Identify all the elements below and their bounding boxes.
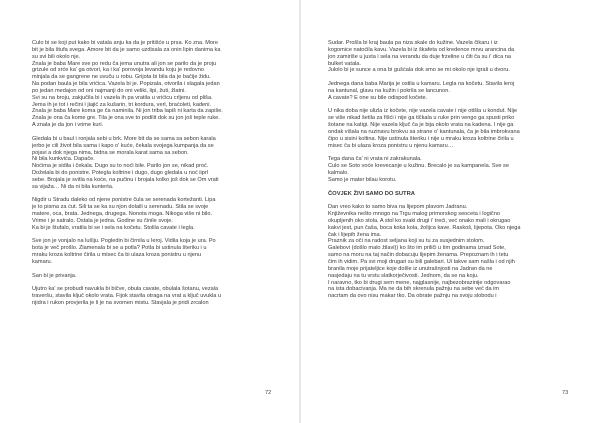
text-line: nasjedaju na tu vrstu slatkorječivosti. Jednom, da se na koju. xyxy=(328,272,479,279)
text-line: I naravno, tko bi drugi sem mene, najglasnije, najbezobrazinije odgovarao xyxy=(328,279,511,286)
text-line: Jema ih je tot i rečini i jiajić za kušarin, tri kordura, verl, braćoleti, kadeni. xyxy=(32,101,212,108)
text-line: se više nikad šetila za fišći i nije ga tičkala u ruke prin vengo ga spusti priko xyxy=(328,115,515,122)
text-line: Noćima je sidila i čekala. Dugo su to noći bile. Parilo jon se, nikad proć. xyxy=(32,163,209,170)
text-line: A cavate? E one su bile odispod kočete. xyxy=(328,94,428,101)
text-line: na kantunal, glavu na kužin i pokrila se lancunon. xyxy=(328,87,450,94)
text-line: Vrime i je satralo. Ostala je jedna. Godine su činile svoje. xyxy=(32,217,173,224)
left-paragraph-5 xyxy=(32,273,273,280)
text-line: bit je bila štufa svega. Amore bit da je samo uzdisala za onin lipin danima ka xyxy=(32,46,221,53)
text-line: kalmalo. xyxy=(328,170,349,177)
page-number-left: 72 xyxy=(265,390,272,396)
text-line: pojavi a dok njega nima, bidna se morala karat sama sa sebon. xyxy=(32,149,189,156)
text-line: Gledala bi u baul i ronjala sebi u brk. More bit da se sama sa sebon karala xyxy=(32,135,216,142)
right-paragraph-1 xyxy=(328,40,572,74)
text-line: Jednega dana baba Marija je ostila u kamaru. Legla na kočetu. Stavila leroj xyxy=(328,81,515,88)
section-title: ČOVJEK ŽIVI SAMO DO SUTRA xyxy=(328,190,415,197)
left-paragraph-6 xyxy=(32,286,273,307)
text-line: samo na moru na taj način dobacuju lijepim ženama. Prepoznam ih i tetu xyxy=(328,252,509,259)
text-line: Tega dana ča' ni vrata ni zakrakunala. xyxy=(328,156,422,163)
text-line: Ni bila kunkvića. Dapače. xyxy=(32,156,95,163)
text-line: Na podan baula je bila vrićica. Vazela bi je. Popizala, otvorila i slagala jedan xyxy=(32,81,220,88)
text-line: Čulo bi se koji put kako bi vatala anju ka da je pritišće u prsa. Ko zna. More xyxy=(32,40,218,46)
text-line: čak i lijepih žena ima. xyxy=(328,231,382,238)
text-line: Sve jon je vonjalo na lušlju. Pogledin bi čirnila u leroj. Vidila koja je ura. Po xyxy=(32,238,216,245)
text-line: branila moje prijateljice koje došle iz unutrašnjosti na Jadran da ne xyxy=(328,265,493,272)
text-line: matere, oca, brata. Jednega, drugega. Nonota moga. Nikoga više ni bilo. xyxy=(32,211,213,218)
text-line: Praznik za oči na radost seljana koji su tu za susjednim stolom. xyxy=(328,238,485,245)
text-line: Ka bi je štufalo, vratila bi se i sela na kočetu. Stolila cavate i legla. xyxy=(32,224,195,231)
text-line: jon zamiriše u justa i sela na verandu da duje frzeline u ćiti ča su i' dica na xyxy=(328,53,511,60)
text-line: šotane na katigi. Nije vazela ključ ča je bija okolo vrata na kadena. I nije ga xyxy=(328,122,514,129)
text-line: Samo je mater bilau korotu. xyxy=(328,176,397,183)
text-line: misec ča bi ulaza kroza ponistru u njenu kamaru… xyxy=(328,142,454,149)
text-line: okupljenih oko stola. A stol ko svaki drugi i' treći, već onako mali i okrugao xyxy=(328,217,511,224)
text-line: San bi je privanja. xyxy=(32,272,77,279)
text-line: Znala je baba Mare koma ge ča naminila. Ni jon triba lapiš ni karta da zapiše. xyxy=(32,108,223,115)
text-line: Znala je ona ča kome gre. Tila je ona sve to podilit dok su jon još teple ruke. xyxy=(32,115,220,122)
right-paragraph-2 xyxy=(328,81,572,102)
text-line: sebe. Brojala je svitla na koće, na pučinu i brojala kolko još dok se Om vrati xyxy=(32,176,219,183)
text-line: njidra i rukon provjerila je li je na svomen mistu. Stavjala je pridi zrcalon xyxy=(32,300,209,307)
text-line: su svi bili okolo nje. xyxy=(32,53,81,60)
text-line: Galebovi (došlo malo žilavi)) ko što im priliči u tim godinama iznad Sote, xyxy=(328,245,506,252)
left-paragraph-3 xyxy=(32,197,273,231)
text-line: mraku kroza koltrine čirila u misec ča bi ulaza kroza ponistru u njenu xyxy=(32,252,202,259)
text-line: minjala da se gangrene ne uvuču u robu. Grijota bi bila da je bačije židu. xyxy=(32,74,211,81)
left-paragraph-1 xyxy=(32,40,273,129)
text-line: U nika doba nije ulizla iz kočete, nije vazela cavate i nije otišla u kondut. Nije xyxy=(328,108,518,115)
text-line: bota je več prošlo. Zlamenala bi se a potla? Potla bi ustinula šteriku i u xyxy=(32,245,207,252)
right-paragraph-3 xyxy=(328,108,572,149)
text-line: čipo u sisini koltina. Nije ustinula šteriku i nije u mraku kroza koltrine čirila u xyxy=(328,135,514,142)
text-line: po jedan medajon od oni najmanji do oni veliki, lipi, žuti, žlatni. xyxy=(32,87,186,94)
text-line: nacrtam da ovo nisu makar tko. Da obrate pažnju na svoju slobodu i xyxy=(328,293,497,300)
left-paragraph-2 xyxy=(32,136,273,191)
text-line: sa vijaža… Ni da ni bila kunterta. xyxy=(32,183,114,190)
page-number-right: 73 xyxy=(562,390,569,396)
text-line: kogomice natoćila kavu. Vazela bi iz škafeta od kredence mrvu arancina da xyxy=(328,46,515,53)
text-line: Književnika nešto mnogo na Trgu malog primorskog seoceta i logično xyxy=(328,211,500,218)
text-line: Znala je baba Mare sve po redu ča jema unutra ali jon se parilo da je proju xyxy=(32,60,217,67)
right-paragraph-4 xyxy=(328,156,572,183)
text-line: Nigdir u Štradu daleko od njene ponistre čula se serenada kortežanti. Lipa xyxy=(32,197,216,204)
text-line: Svi su na broju, zakjučila bi i vazela ih pa vratila u vrićicu crljenu od pliša. xyxy=(32,94,213,101)
text-line: je to pisma za ćut. Sili ta se ka su njon dolaili u serenadu. Stila se svoje xyxy=(32,204,209,211)
text-line: kakvi jest, pun čaša, boca koka kola, žolijca kave. Raskoš, lijepota. Oko njega xyxy=(328,224,521,231)
text-line: ondak višala na ruzinavu brokvu sa strane o' kantunala, ča je bila imbrokvana xyxy=(328,128,520,135)
text-line: jerbo je cili život bila sama i kapo o' kuće, čekala svojega kumpanja da se xyxy=(32,142,214,149)
text-line: Dan vreo kako to samo biva na lijepom plavom Jadranu. xyxy=(328,204,468,211)
text-line: Ujutro ka' se probudi navukla bi bičve, obula cavate, obulala šotanu, vezala xyxy=(32,286,219,293)
text-line: Čulo se Soto voće krevecanje u kužinu. Brecalo je sa kampanela. Sve se xyxy=(328,163,509,170)
text-line: na ista dobacivanja. Ma ne da bih skrenula pažnju na sebe već da im xyxy=(328,286,500,293)
text-line: grizule od srće ka' ga otvori, ka i ka' porovoja levandu koju je redovno xyxy=(32,67,204,74)
right-page xyxy=(300,0,600,423)
text-line: kamaru. xyxy=(32,259,53,265)
text-line: Doželala bi do ponistre. Potegla koltrine i dugo, dugo gledala u noć iiprl xyxy=(32,170,209,177)
text-line: Sudar. Prošla bi kraj baula pa niza skale do kužine. Vazela čikaru i iz xyxy=(328,40,498,46)
left-page-text xyxy=(32,40,273,314)
right-page-text xyxy=(328,40,572,307)
text-line: čim ih vidim. Pa svi moji drugari su bili galebari. Ui takve sam našla i od njih xyxy=(328,259,515,265)
text-line: bulket vatala. xyxy=(328,60,361,67)
right-section-paragraph xyxy=(328,204,572,300)
text-line: Julolo bi je sunce a ona bi gušćala dok smo se mi okolo nje igrali u dvoru. xyxy=(328,67,510,74)
text-line: A znala je da jon i vrime kuri. xyxy=(32,122,104,129)
left-paragraph-4 xyxy=(32,238,273,265)
text-line: traveršu, stavila ključ okolo vrata. Fijok stavila otraga na vrat a ključ uvukla u xyxy=(32,293,222,300)
